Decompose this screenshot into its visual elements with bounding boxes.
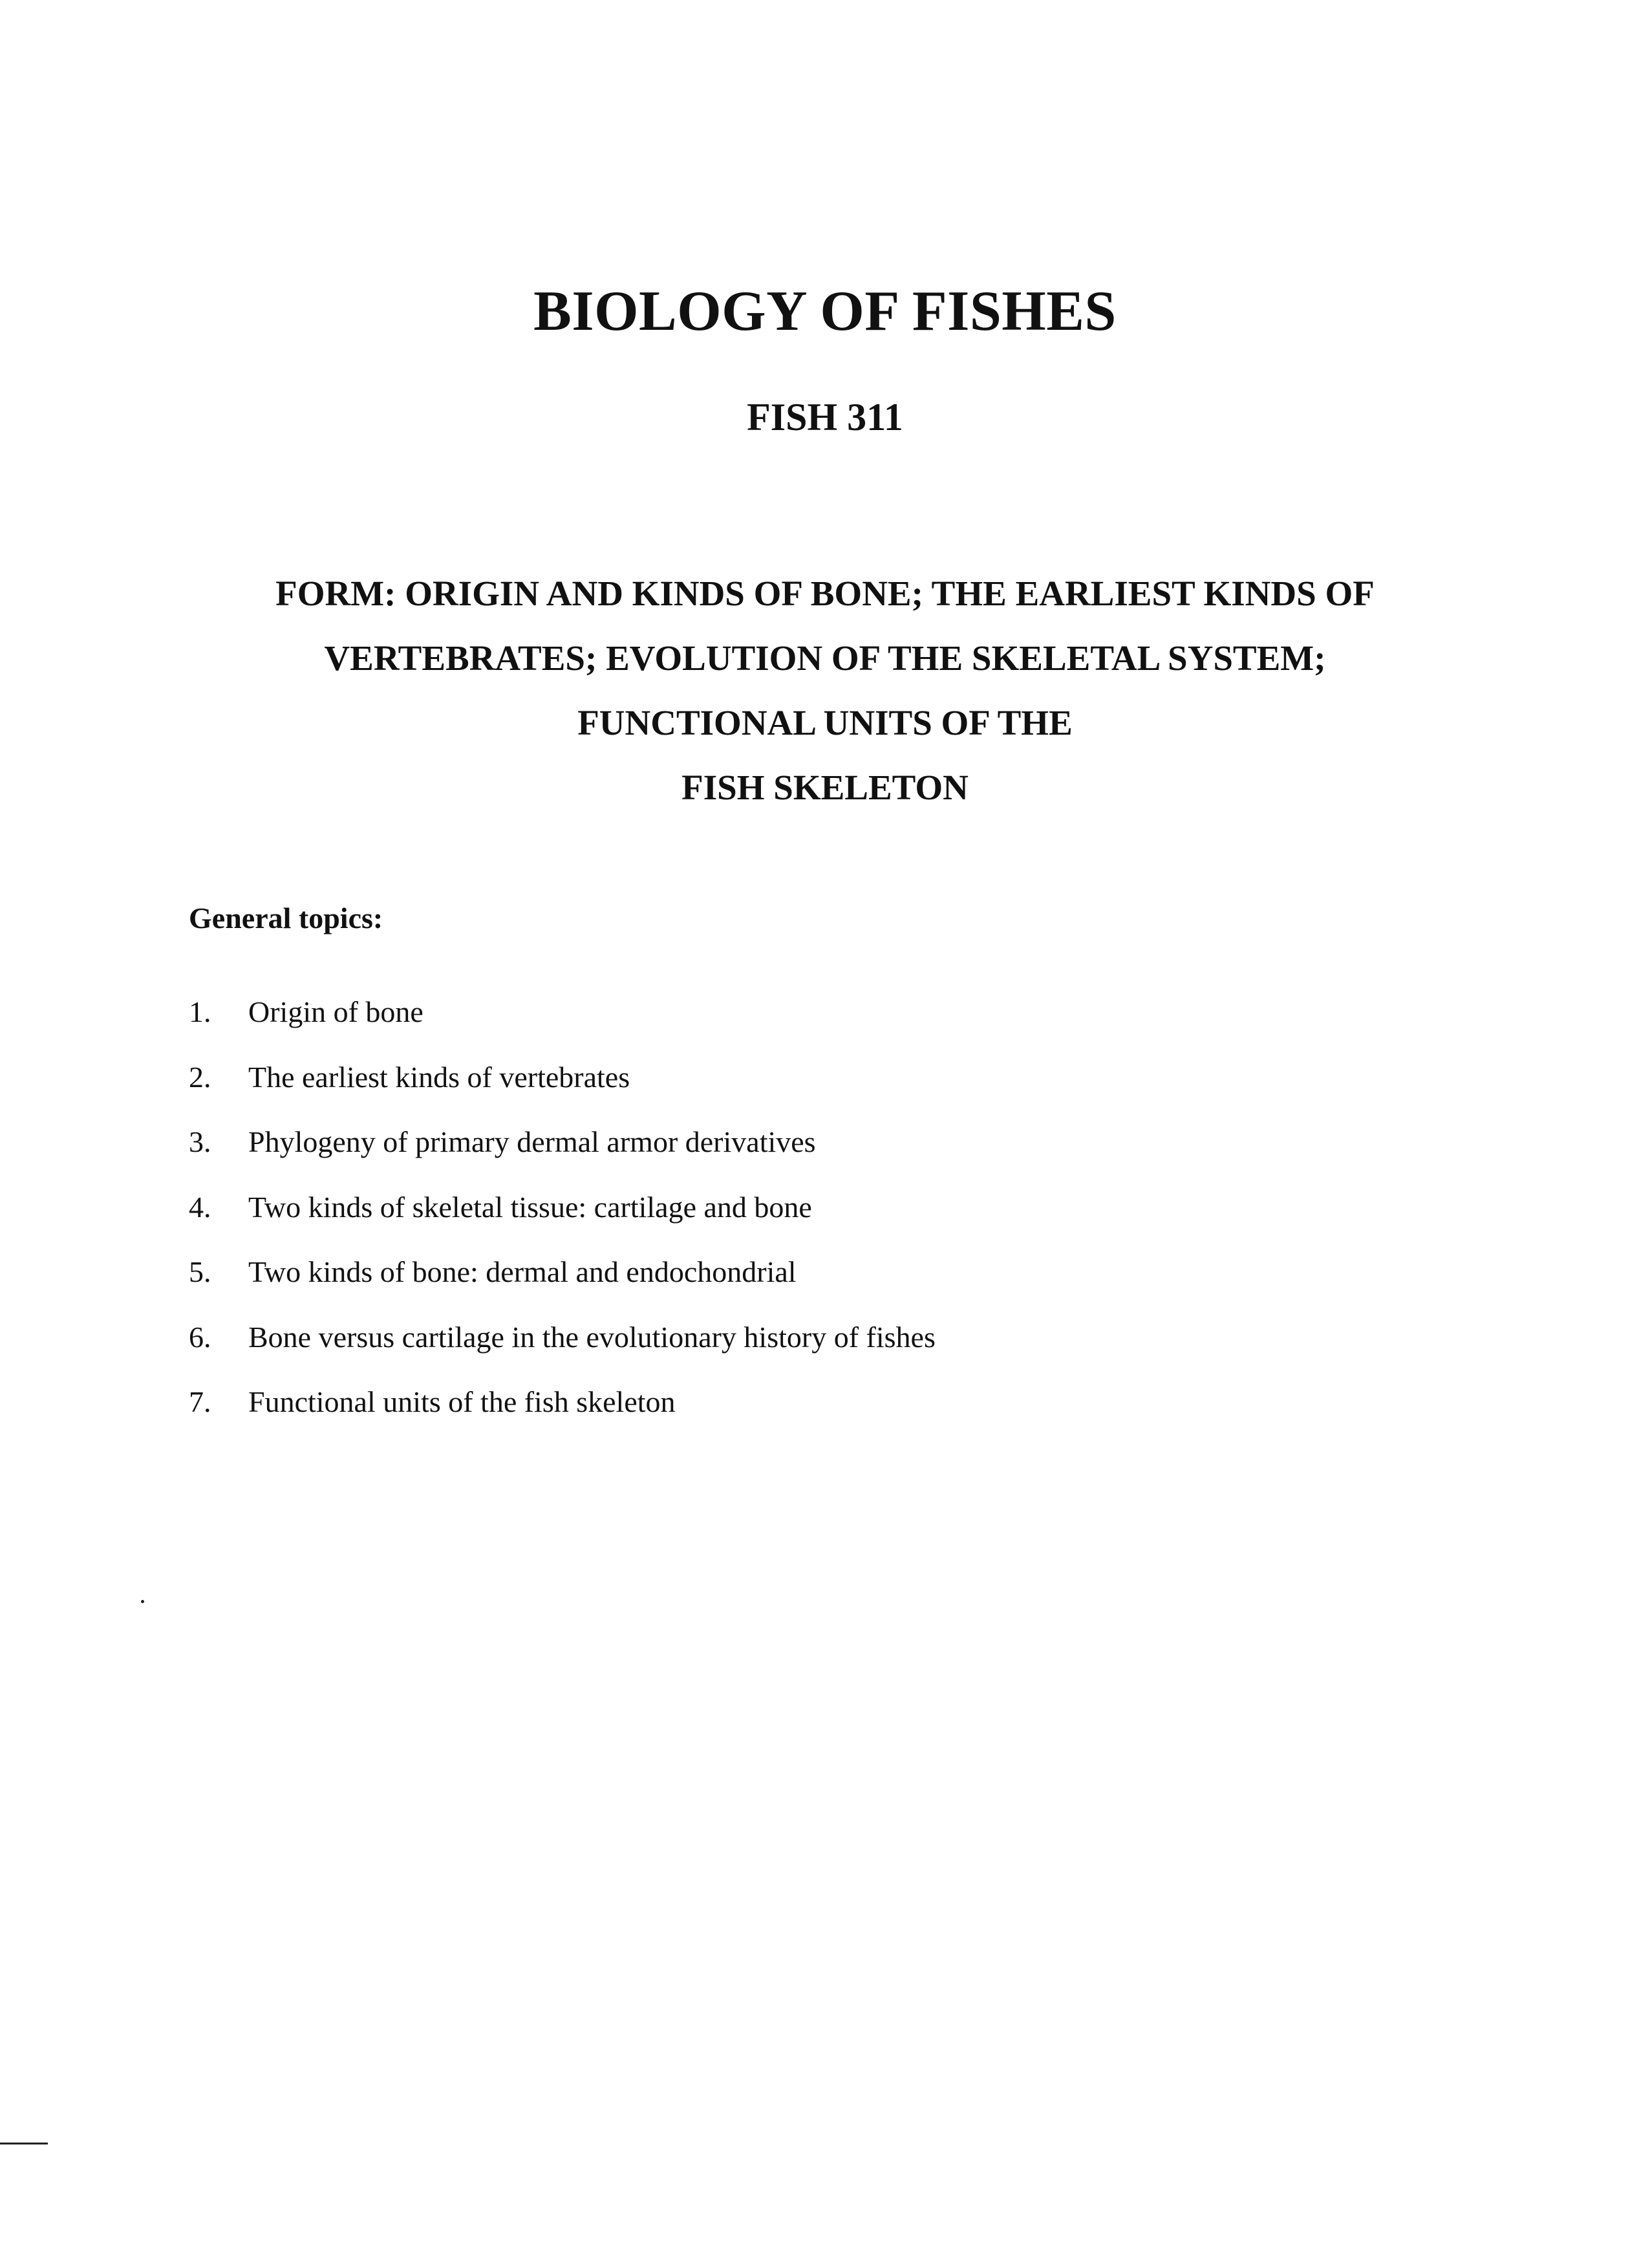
topic-item (189, 1188, 936, 1253)
topic-number: 4. (189, 1190, 211, 1224)
subtitle-line: FUNCTIONAL UNITS OF THE (577, 703, 1073, 742)
topic-text: Two kinds of skeletal tissue: cartilage and bone (248, 1190, 812, 1224)
subtitle-line: VERTEBRATES; EVOLUTION OF THE SKELETAL SYSTEM; (324, 638, 1326, 678)
course-code: FISH 311 (747, 396, 903, 438)
topic-text: Two kinds of bone: dermal and endochondrial (248, 1255, 797, 1288)
subtitle-line: FORM: ORIGIN AND KINDS OF BONE; THE EARLIEST KINDS OF (275, 574, 1375, 613)
lecture-subtitle (0, 561, 1650, 820)
topic-text: Phylogeny of primary dermal armor derivatives (248, 1125, 816, 1158)
topics-list (189, 993, 936, 1448)
topic-item (189, 1253, 936, 1318)
scan-speck (141, 1600, 144, 1603)
topic-item (189, 993, 936, 1058)
topic-text: Functional units of the fish skeleton (248, 1385, 676, 1418)
topic-text: Origin of bone (248, 995, 423, 1028)
topic-text: The earliest kinds of vertebrates (248, 1060, 630, 1094)
topic-item (189, 1123, 936, 1188)
subtitle-line: FISH SKELETON (681, 768, 969, 807)
general-topics-heading: General topics: (189, 902, 383, 934)
document-title: BIOLOGY OF FISHES (533, 280, 1117, 343)
topic-number: 5. (189, 1255, 211, 1288)
topic-item (189, 1318, 936, 1383)
topic-number: 7. (189, 1385, 211, 1418)
topic-item (189, 1058, 936, 1123)
topic-item (189, 1383, 936, 1448)
topic-number: 1. (189, 995, 211, 1028)
scan-edge-mark (0, 2143, 48, 2144)
topic-number: 6. (189, 1320, 211, 1354)
topic-text: Bone versus cartilage in the evolutionary history of fishes (248, 1320, 936, 1354)
topic-number: 3. (189, 1125, 211, 1158)
topic-number: 2. (189, 1060, 211, 1094)
